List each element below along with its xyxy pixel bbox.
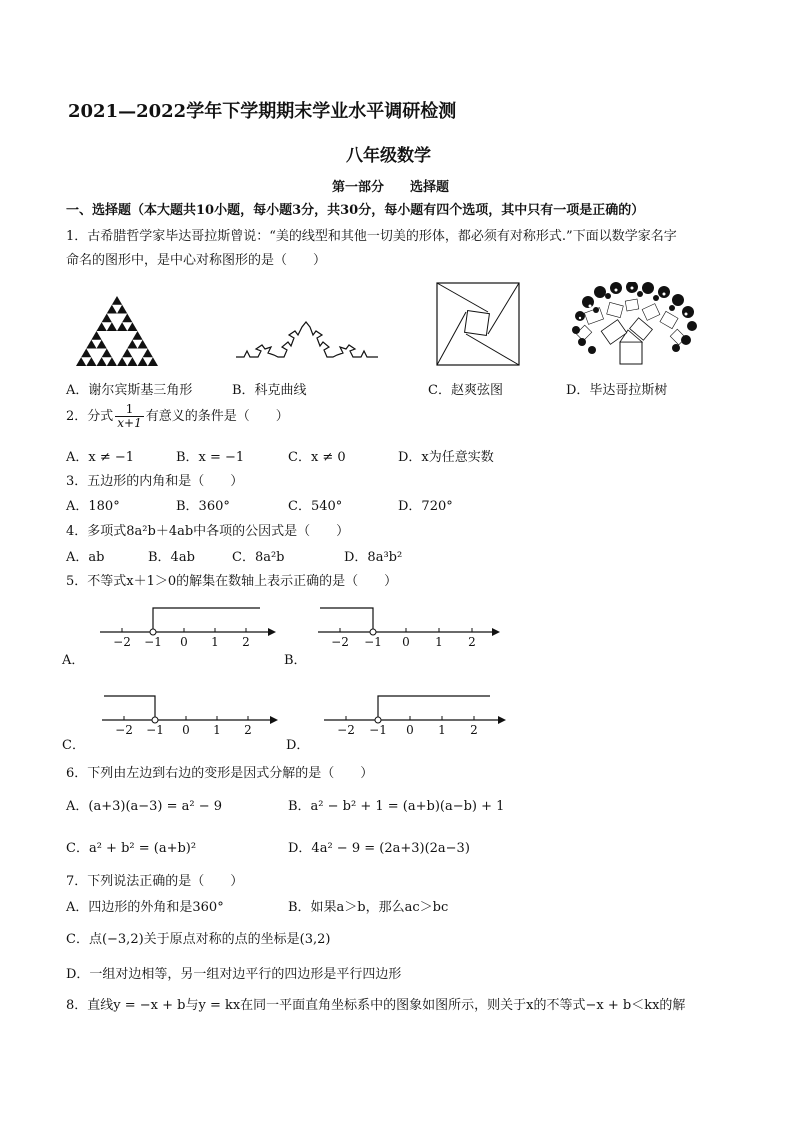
q3-option-c[interactable]: C．540° <box>288 499 343 514</box>
q7-option-b[interactable]: B．如果a＞b，那么ac＞bc <box>288 900 449 915</box>
number-line-tick-label: 1 <box>435 635 443 649</box>
q7-option-d[interactable]: D．一组对边相等，另一组对边平行的四边形是平行四边形 <box>66 967 402 982</box>
q2-option-a[interactable]: A．x ≠ −1 <box>66 450 135 465</box>
solution-ray <box>104 696 155 717</box>
q1-option-a[interactable]: A．谢尔宾斯基三角形 <box>66 383 193 398</box>
q2-option-c[interactable]: C．x ≠ 0 <box>288 450 346 465</box>
q5-option-d-label[interactable]: D． <box>286 738 310 753</box>
q2-stem <box>66 403 289 430</box>
q5-number-line-b <box>318 602 500 652</box>
number-line-tick-label: −1 <box>144 635 162 649</box>
number-line-tick-label: −1 <box>364 635 382 649</box>
q4-option-a[interactable]: A．ab <box>66 550 105 565</box>
endpoint-circle <box>370 629 376 635</box>
subject-title: 八年级数学 <box>346 146 431 166</box>
q8-stem: 8．直线y = −x + b与y = kx在同一平面直角坐标系中的图象如图所示，则关于x的不等式−x + b＜kx的解 <box>66 998 686 1013</box>
number-line-tick-label: 1 <box>438 723 446 737</box>
q3-option-b[interactable]: B．360° <box>176 499 230 514</box>
q6-stem: 6．下列由左边到右边的变形是因式分解的是（ ） <box>66 766 374 781</box>
q6-option-b[interactable]: B．a² − b² + 1 = (a+b)(a−b) + 1 <box>288 799 505 814</box>
q4-option-d[interactable]: D．8a³b² <box>344 550 403 565</box>
number-line-tick-label: 2 <box>244 723 252 737</box>
q5-number-line-a <box>100 602 276 652</box>
number-line-tick-label: 0 <box>180 635 188 649</box>
q1-stem-line1: 1．古希腊哲学家毕达哥拉斯曾说：“美的线型和其他一切美的形体，都必须有对称形式.”下面以数学家名字 <box>66 229 677 244</box>
q7-option-c[interactable]: C．点(−3,2)关于原点对称的点的坐标是(3,2) <box>66 932 331 947</box>
number-line-tick-label: 2 <box>470 723 478 737</box>
number-line-arrow <box>268 628 276 636</box>
number-line-tick-label: 0 <box>406 723 414 737</box>
endpoint-circle <box>150 629 156 635</box>
q1-option-d[interactable]: D．毕达哥拉斯树 <box>566 383 668 398</box>
sierpinski-triangle-figure <box>76 296 158 366</box>
number-line-tick-label: −2 <box>115 723 133 737</box>
number-line-arrow <box>492 628 500 636</box>
number-line-tick-label: −2 <box>337 723 355 737</box>
solution-ray <box>378 696 490 717</box>
number-line-tick-label: 1 <box>211 635 219 649</box>
q3-option-a[interactable]: A．180° <box>66 499 120 514</box>
q7-stem: 7．下列说法正确的是（ ） <box>66 874 244 889</box>
q4-option-c[interactable]: C．8a²b <box>232 550 285 565</box>
exam-title: 2021—2022学年下学期期末学业水平调研检测 <box>68 101 457 122</box>
q2-option-b[interactable]: B．x = −1 <box>176 450 245 465</box>
endpoint-circle <box>152 717 158 723</box>
solution-ray <box>153 608 260 629</box>
q7-option-a[interactable]: A．四边形的外角和是360° <box>66 900 224 915</box>
q5-option-c-label[interactable]: C． <box>62 738 85 753</box>
number-line-tick-label: −2 <box>331 635 349 649</box>
q6-option-d[interactable]: D．4a² − 9 = (2a+3)(2a−3) <box>288 841 470 856</box>
section-heading: 一、选择题（本大题共10小题，每小题3分，共30分，每小题有四个选项，其中只有一项是正确的） <box>66 203 645 218</box>
part-heading: 第一部分 选择题 <box>332 180 450 195</box>
number-line-tick-label: 0 <box>182 723 190 737</box>
q2-fraction <box>115 403 143 430</box>
q5-stem: 5．不等式x＋1＞0的解集在数轴上表示正确的是（ ） <box>66 574 398 589</box>
number-line-tick-label: −2 <box>113 635 131 649</box>
q3-stem: 3．五边形的内角和是（ ） <box>66 474 244 489</box>
number-line-tick-label: 0 <box>402 635 410 649</box>
q6-option-c[interactable]: C．a² + b² = (a+b)² <box>66 841 197 856</box>
pythagoras-tree-figure <box>572 282 698 366</box>
q2-denominator: x+1 <box>117 416 142 430</box>
number-line-tick-label: −1 <box>369 723 387 737</box>
q1-option-c[interactable]: C．赵爽弦图 <box>428 383 503 398</box>
number-line-tick-label: 2 <box>468 635 476 649</box>
solution-ray <box>320 608 373 629</box>
number-line-arrow <box>270 716 278 724</box>
q5-number-line-c <box>102 690 278 740</box>
number-line-tick-label: 2 <box>242 635 250 649</box>
q2-prefix: 2．分式 <box>66 409 114 424</box>
q5-option-b-label[interactable]: B． <box>284 653 307 668</box>
q2-numerator: 1 <box>115 403 143 417</box>
q2-option-d[interactable]: D．x为任意实数 <box>398 450 494 465</box>
number-line-arrow <box>498 716 506 724</box>
q6-option-a[interactable]: A．(a+3)(a−3) = a² − 9 <box>66 799 223 814</box>
koch-curve-figure <box>236 312 378 362</box>
endpoint-circle <box>375 717 381 723</box>
q5-number-line-d <box>324 690 506 740</box>
q4-stem: 4．多项式8a²b＋4ab中各项的公因式是（ ） <box>66 524 350 539</box>
zhao-shuang-chord-diagram-figure <box>436 282 520 366</box>
number-line-tick-label: 1 <box>213 723 221 737</box>
q2-suffix: 有意义的条件是（ ） <box>145 409 289 424</box>
q5-option-a-label[interactable]: A． <box>62 653 85 668</box>
q1-stem-line2: 命名的图形中，是中心对称图形的是（ ） <box>66 253 327 268</box>
q1-option-b[interactable]: B．科克曲线 <box>232 383 307 398</box>
q4-option-b[interactable]: B．4ab <box>148 550 195 565</box>
q3-option-d[interactable]: D．720° <box>398 499 453 514</box>
number-line-tick-label: −1 <box>146 723 164 737</box>
